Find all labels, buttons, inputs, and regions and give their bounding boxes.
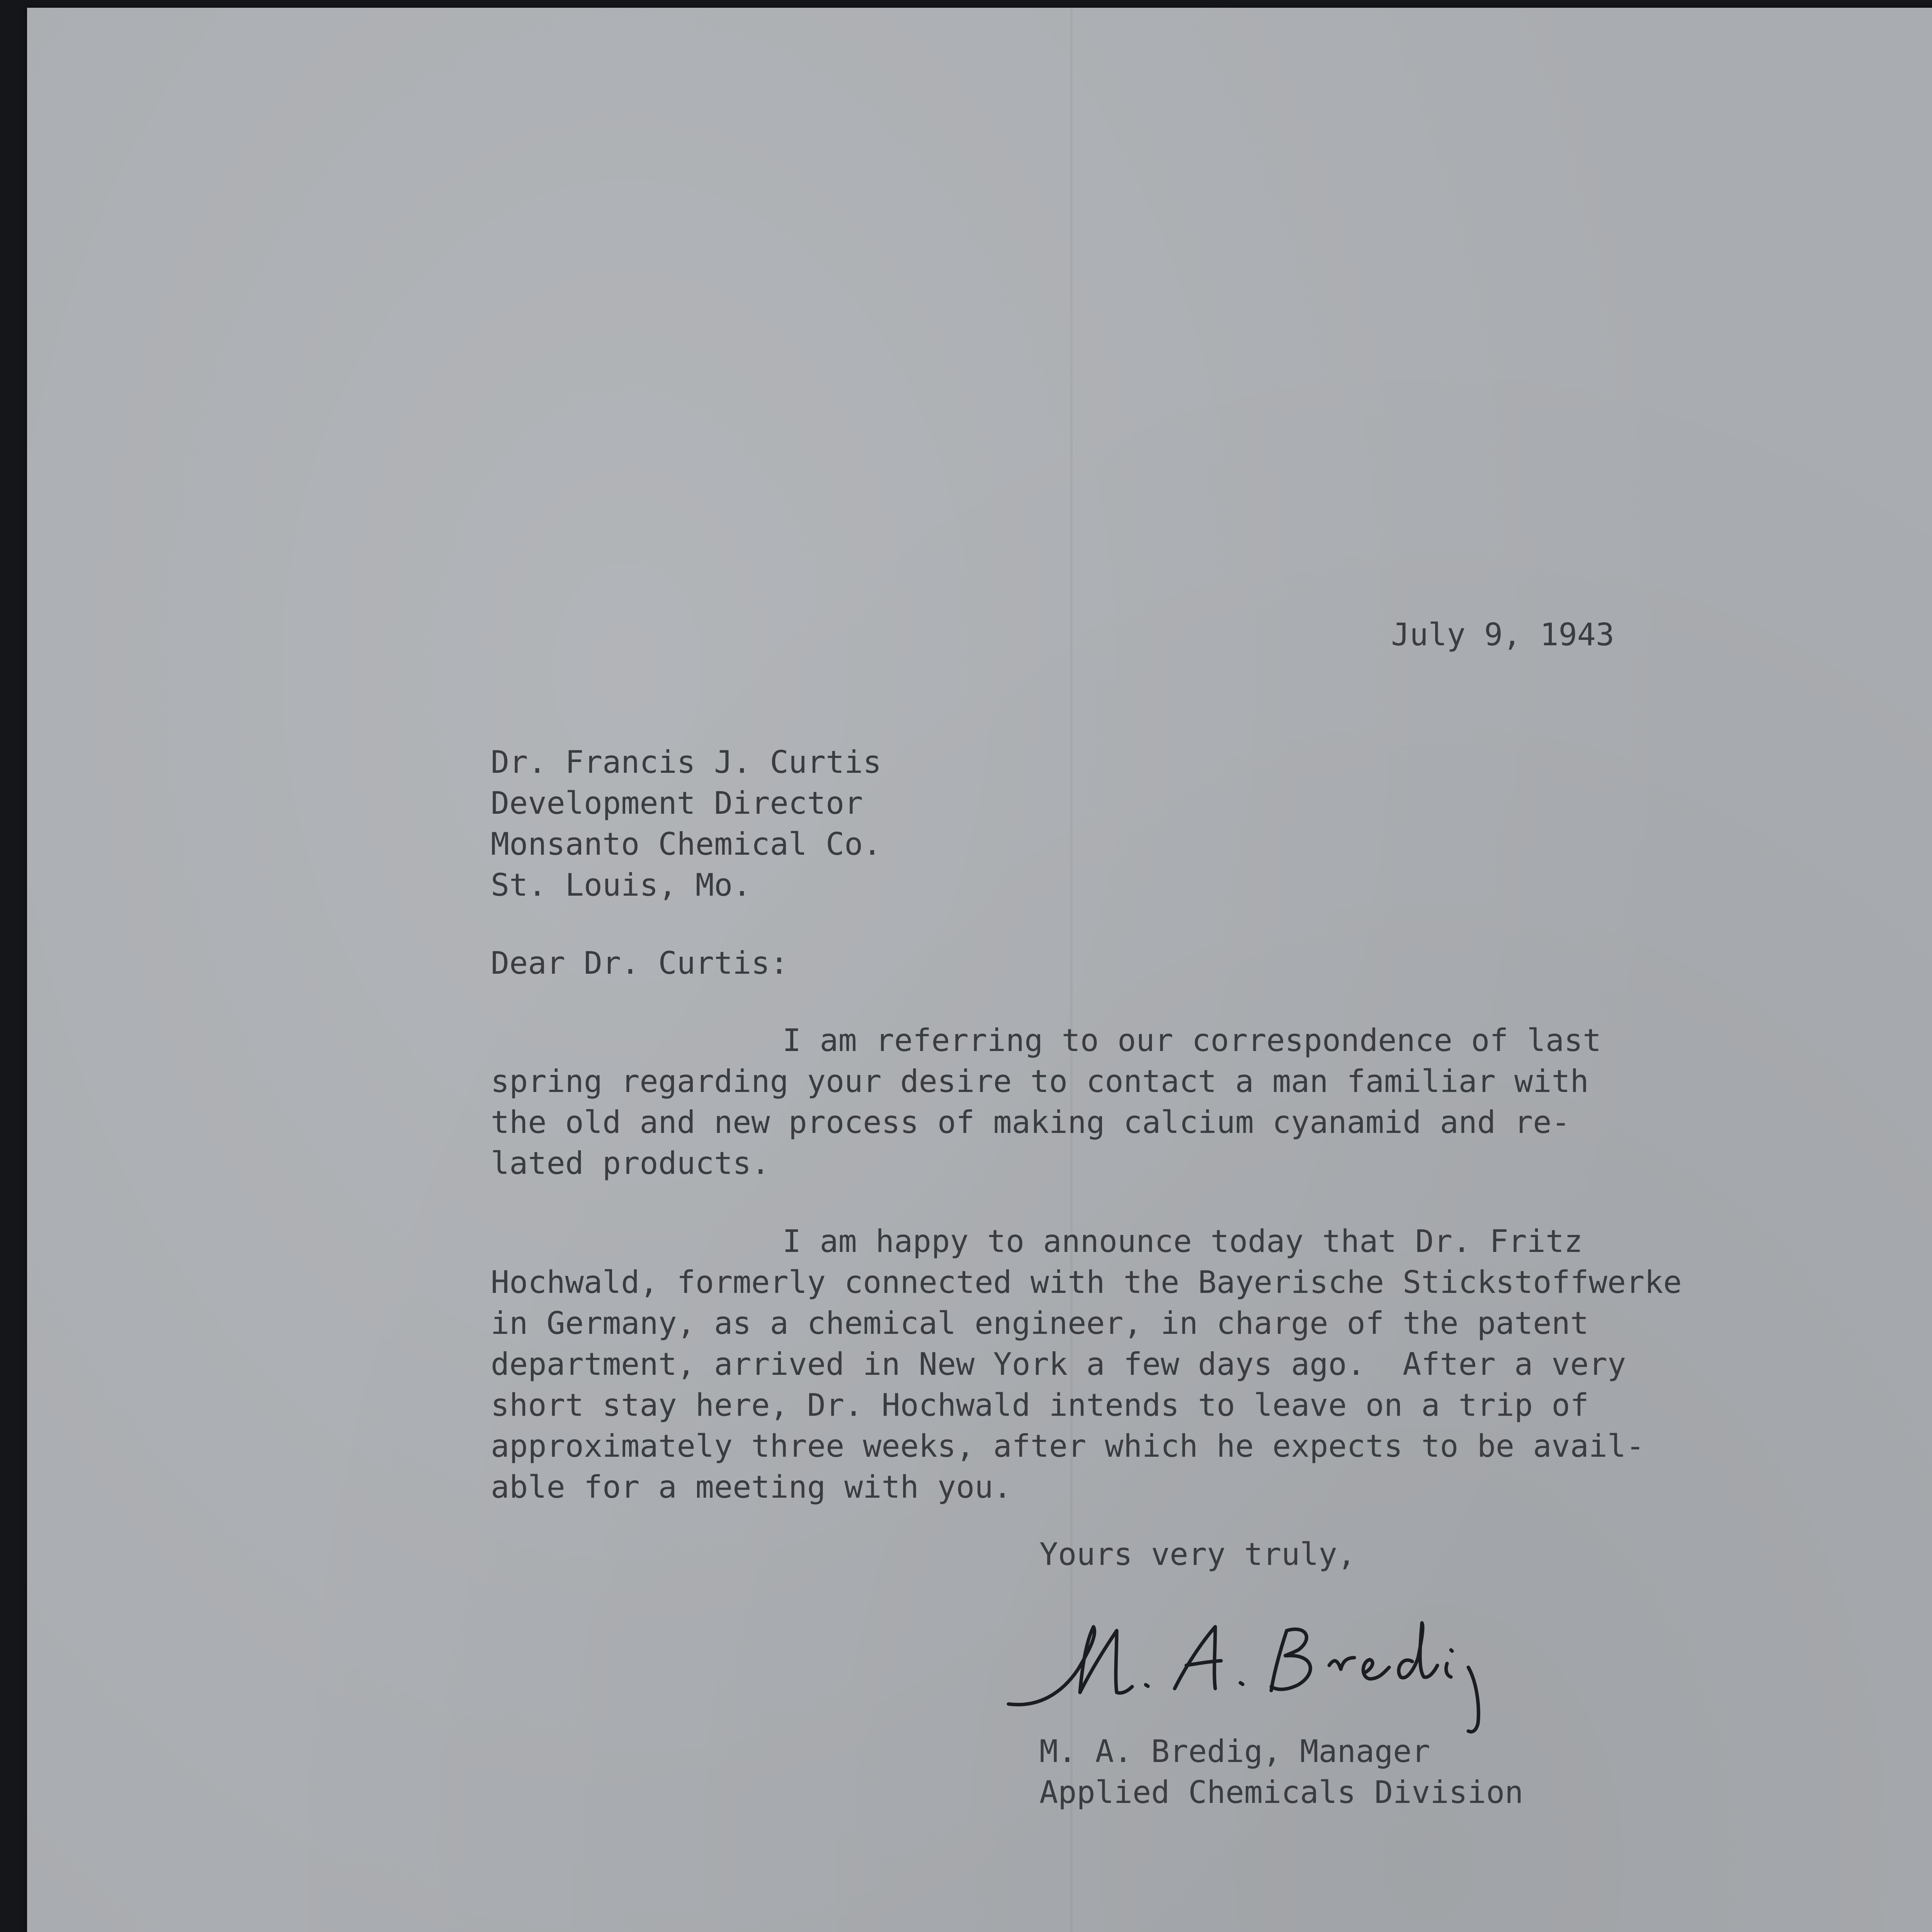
recipient-company: Monsanto Chemical Co. <box>491 826 882 862</box>
body-line: in Germany, as a chemical engineer, in charge of the patent <box>491 1305 1589 1341</box>
letter-sheet <box>27 8 1932 1932</box>
body-line: I am referring to our correspondence of last <box>782 1022 1602 1058</box>
salutation: Dear Dr. Curtis: <box>491 945 789 981</box>
body-line: Hochwald, formerly connected with the Bayerische Stickstoffwerke <box>491 1264 1682 1300</box>
body-line: department, arrived in New York a few days ago. After a very <box>491 1346 1626 1382</box>
letter-date: July 9, 1943 <box>1391 617 1614 653</box>
body-line: I am happy to announce today that Dr. Fritz <box>782 1223 1583 1259</box>
body-line: able for a meeting with you. <box>491 1469 1012 1505</box>
recipient-title: Development Director <box>491 785 863 821</box>
recipient-name: Dr. Francis J. Curtis <box>491 744 882 780</box>
body-line: approximately three weeks, after which he expects to be avail- <box>491 1428 1645 1464</box>
recipient-city: St. Louis, Mo. <box>491 867 752 903</box>
body-line: short stay here, Dr. Hochwald intends to leave on a trip of <box>491 1387 1589 1423</box>
signer-name-title: M. A. Bredig, Manager <box>1039 1733 1430 1769</box>
signer-division: Applied Chemicals Division <box>1039 1774 1524 1810</box>
body-line: spring regarding your desire to contact a man familiar with <box>491 1063 1589 1099</box>
body-line: the old and new process of making calcium cyanamid and re- <box>491 1104 1570 1140</box>
closing: Yours very truly, <box>1039 1536 1356 1572</box>
body-line: lated products. <box>491 1145 770 1181</box>
